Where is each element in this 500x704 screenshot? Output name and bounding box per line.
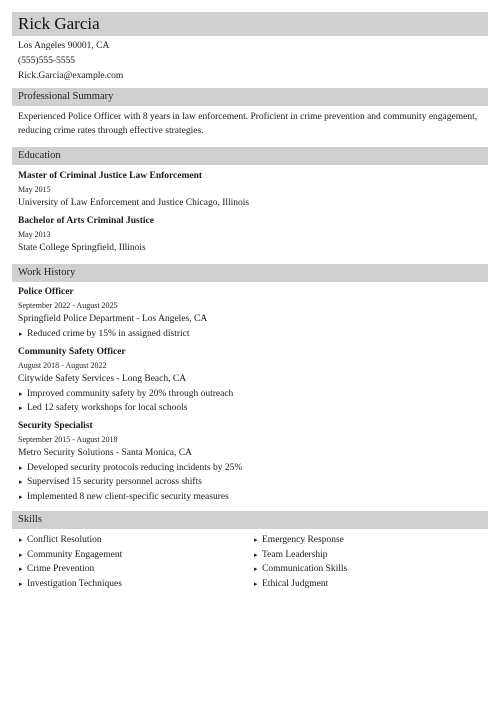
summary-text: Experienced Police Officer with 8 years in law enforcement. Proficient in crime prevention and community engagement, reducing crime rates through effective strategies. [18,112,478,136]
section-heading-education: Education [12,147,488,165]
job-title: Security Specialist [18,420,93,431]
skills-column-left [18,533,253,591]
bullet-icon: ▸ [19,550,23,559]
bullet-item [18,475,488,490]
school-name: State College Springfield, Illinois [18,243,146,253]
bullet-text: Developed security protocols reducing incidents by 25% [27,462,243,473]
skill-text: Crime Prevention [27,564,95,574]
skill-text: Ethical Judgment [262,578,329,589]
job-dates: September 2022 - August 2025 [18,301,118,310]
job-entry [18,345,488,416]
work-section [12,285,488,504]
degree-date: May 2015 [18,185,51,194]
bullet-icon: ▸ [19,536,23,544]
job-employer: Metro Security Solutions - Santa Monica, CA [18,447,192,458]
education-item [18,214,488,256]
candidate-name: Rick Garcia [12,12,488,36]
skills-column-right [253,533,488,591]
bullet-icon: ▸ [254,579,258,588]
job-entry [18,419,488,505]
bullet-text: Led 12 safety workshops for local schools [27,403,188,413]
education-item [18,169,488,211]
skill-text: Conflict Resolution [27,535,102,545]
bullet-text: Supervised 15 security personnel across shifts [27,477,202,487]
bullet-item [18,327,488,342]
job-dates: August 2018 - August 2022 [18,360,107,370]
skill-item [253,562,488,577]
degree-title: Master of Criminal Justice Law Enforcement [18,171,203,181]
skill-text: Team Leadership [262,549,328,560]
job-employer: Springfield Police Department - Los Angeles, CA [18,314,208,324]
bullet-icon: ▸ [19,389,23,398]
contact-email: Rick.Garcia@example.com [18,71,124,81]
section-heading-work: Work History [12,264,488,282]
bullet-icon: ▸ [254,536,258,544]
bullet-icon: ▸ [19,492,23,501]
contact-info [12,39,488,84]
job-bullets [18,387,488,416]
contact-address: Los Angeles 90001, CA [18,41,110,51]
skill-item [253,548,488,563]
bullet-item [18,401,488,416]
skill-item [18,533,253,548]
skill-text: Emergency Response [262,535,344,545]
skill-item [18,548,253,563]
bullet-text: Improved community safety by 20% through outreach [27,388,234,399]
degree-date: May 2013 [18,230,51,239]
section-heading-summary: Professional Summary [12,88,488,106]
skill-text: Investigation Techniques [27,578,122,589]
contact-phone: (555)555-5555 [18,56,75,66]
skill-item [18,577,253,592]
bullet-text: Implemented 8 new client-specific security measures [27,491,229,502]
bullet-text: Reduced crime by 15% in assigned district [27,329,190,339]
job-title: Police Officer [18,287,74,297]
bullet-icon: ▸ [19,579,23,588]
bullet-icon: ▸ [19,404,23,412]
bullet-item [18,461,488,476]
skill-text: Community Engagement [27,549,123,560]
skill-item [253,577,488,592]
bullet-item [18,387,488,402]
skill-item [253,533,488,548]
bullet-icon: ▸ [19,463,23,472]
bullet-item [18,490,488,505]
job-title: Community Safety Officer [18,346,126,357]
job-bullets [18,461,488,505]
job-entry [18,285,488,342]
job-bullets [18,327,488,342]
bullet-icon: ▸ [19,478,23,486]
school-name: University of Law Enforcement and Justice Chicago, Illinois [18,198,250,208]
section-heading-skills: Skills [12,511,488,529]
skill-item [18,562,253,577]
bullet-icon: ▸ [254,565,258,573]
job-employer: Citywide Safety Services - Long Beach, CA [18,373,187,384]
degree-title: Bachelor of Arts Criminal Justice [18,216,154,226]
bullet-icon: ▸ [19,565,23,573]
summary-section [12,110,488,138]
job-dates: September 2015 - August 2018 [18,434,118,444]
skills-section [12,533,488,591]
bullet-icon: ▸ [19,330,23,338]
skill-text: Communication Skills [262,564,348,574]
education-section [12,169,488,256]
bullet-icon: ▸ [254,550,258,559]
